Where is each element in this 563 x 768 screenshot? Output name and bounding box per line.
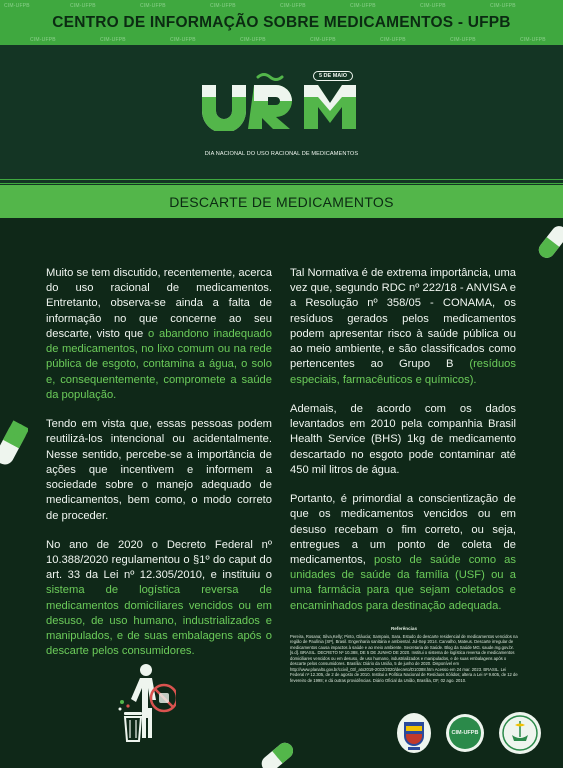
- paragraph: [290, 266, 516, 388]
- paragraph-text: Tal Normativa é de extrema importância, uma vez que, segundo RDC nº 222/18 - ANVISA e a Resolução nº 358/05 - CONAMA, os resíduos gerados pelos medicamentos podem apresentar risco à saúde pública ou ao meio ambiente, e são classificados como pertencentes ao Grupo B: [290, 267, 516, 371]
- watermark: CIM-UFPB: [100, 37, 126, 43]
- header-bar: [0, 0, 563, 45]
- trash-bin-icon: [116, 662, 176, 750]
- references-body: Pereira, Rosana; Silva,Kelly; Pinto, Gláucia; Sampaio, Sara. Estudo do descarte residencial de medicamentos vencidos na região de Paulínia (SP), Brasil. Engenharia sanitária e ambiental. Jul-Sep 2014. Carvalho, Mateus. Descarte irregular de medicamentos causa impactos à saúde e ao meio ambiente. Secretaria de Saúde. Blog da Saúde MG. saude.mg.gov.br. [s.d]. BRASIL. DECRETO Nº 10.388, DE 5 DE JUNHO DE 2020. Institui o sistema de logística reversa de medicamentos domiciliares vencidos ou em desuso, de uso humano, industrializados e manipulados, e de suas embalagens após o descarte pelos consumidores. Brasília: Diário da União, 5 de junho de 2020. Disponível em http://www.planalto.gov.br/ccivil_03/_ato2019-2022/2020/decreto/D10388.htm Acesso em 24 mar. 2023. BRASIL. Lei Federal nº 12.305, de 2 de agosto de 2010. Institui a Política Nacional de Resíduos Sólidos; altera a Lei nº 9.605, de 12 de fevereiro de 1998; e dá outras providências. Diário Oficial da União, Brasília, DF, 02 ago. 2010.: [290, 633, 518, 683]
- highlighted-text: sistema de logística reversa de medicamentos domiciliares vencidos ou em desuso, de uso humano, industrializados e manipulados, e de suas embalagens após o descarte pelos consumidores.: [46, 584, 272, 658]
- capsule-icon: [536, 222, 563, 262]
- references: [290, 626, 518, 683]
- watermark: CIM-UFPB: [30, 37, 56, 43]
- cim-seal-label: CIM-UFPB: [449, 717, 481, 749]
- paragraph-text: No ano de 2020 o Decreto Federal nº 10.388/2020 regulamentou o §1º do caput do art. 33 da Lei nº 12.305/2010, e instituiu o: [46, 538, 272, 582]
- watermark: CIM-UFPB: [310, 37, 336, 43]
- ufpb-seal-icon: [396, 712, 432, 754]
- highlighted-text: o abandono inadequado de medicamentos, no lixo comum ou na rede pública de esgoto, contamina a água, o solo e, consequentemente, compromete a saúde da população.: [46, 327, 272, 401]
- highlighted-text: posto de saúde como as unidades de saúde da família (USF) ou a uma farmácia para que sejam coletados e encaminhados para destinação adequada.: [290, 553, 516, 612]
- paragraph: Ademais, de acordo com os dados levantados em 2010 pela companhia Brasil Health Service (BHS) 1kg de medicamento descartado no esgoto pode contaminar até 450 mil litros de água.: [290, 402, 516, 476]
- watermark: CIM-UFPB: [350, 3, 376, 9]
- watermark: CIM-UFPB: [170, 37, 196, 43]
- watermark: CIM-UFPB: [490, 3, 516, 9]
- paragraph: [290, 492, 516, 614]
- paragraph: [46, 266, 272, 403]
- capsule-icon: [0, 420, 28, 468]
- watermark: CIM-UFPB: [140, 3, 166, 9]
- references-title: Referências: [390, 626, 418, 631]
- paragraph: Tendo em vista que, essas pessoas podem reutilizá-los intencional ou acidentalmente. Nesse sentido, percebe-se a importância de ações que incentivem e informem a sociedade sobre o manejo adequado de medicamentos, bem como, o modo correto de proceder.: [46, 418, 272, 522]
- capsule-icon: [258, 738, 298, 768]
- watermark: CIM-UFPB: [70, 3, 96, 9]
- section-banner: DESCARTE DE MEDICAMENTOS: [0, 185, 563, 218]
- watermark: CIM-UFPB: [4, 3, 30, 9]
- watermark: CIM-UFPB: [240, 37, 266, 43]
- watermark: CIM-UFPB: [210, 3, 236, 9]
- date-tag: 5 DE MAIO: [313, 71, 353, 81]
- watermark: CIM-UFPB: [280, 3, 306, 9]
- divider-line: [0, 183, 563, 184]
- paragraph-text: Muito se tem discutido, recentemente, acerca do uso racional de medicamentos. Entretanto, observa-se ainda a falta de informação no que concerne ao seu descarte, visto que: [46, 267, 272, 340]
- event-subtitle: DIA NACIONAL DO USO RACIONAL DE MEDICAMENTOS: [204, 151, 359, 157]
- watermark: CIM-UFPB: [520, 37, 546, 43]
- watermark: CIM-UFPB: [420, 3, 446, 9]
- highlighted-text: (resíduos especiais, farmacêuticos e químicos).: [290, 358, 516, 386]
- watermark: CIM-UFPB: [380, 37, 406, 43]
- left-column: [46, 266, 272, 674]
- pharmacy-seal-icon: [498, 711, 542, 755]
- page-title: CENTRO DE INFORMAÇÃO SOBRE MEDICAMENTOS - UFPB: [52, 13, 511, 31]
- paragraph: [46, 538, 272, 660]
- hero-section: [0, 45, 563, 185]
- watermark: CIM-UFPB: [450, 37, 476, 43]
- cim-seal-icon: [446, 714, 484, 752]
- divider-line: [0, 179, 563, 180]
- right-column: [290, 266, 516, 628]
- paragraph-text: Portanto, é primordial a conscientização de que os medicamentos vencidos ou em desuso recebam o fim correto, ou seja, entregues a um ponto de coleta de medicamentos,: [290, 493, 516, 566]
